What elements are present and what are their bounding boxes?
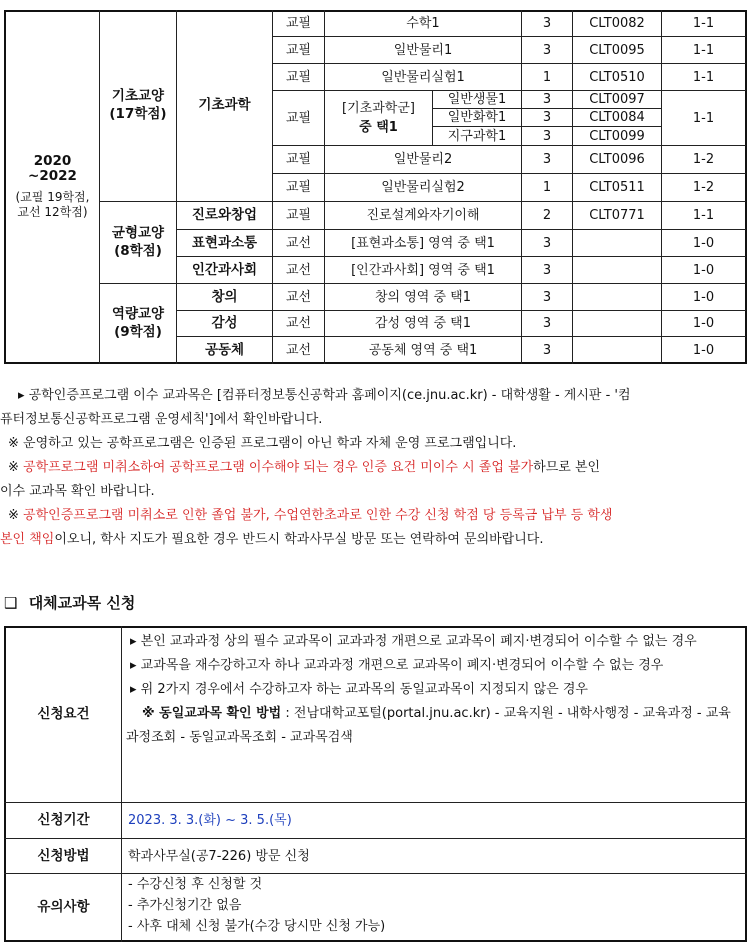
method-label: 신청방법 <box>37 847 90 864</box>
group-credits: (8학점) <box>114 243 162 259</box>
requirement-item: ▸ 교과목을 재수강하고자 하나 교과과정 개편으로 교과목이 폐지·변경되어 이수할 수 없는 경우 <box>130 658 664 673</box>
row-term: 1-1 <box>692 15 715 31</box>
row-subject: 진로설계와자기이해 <box>366 208 480 223</box>
choice-group <box>325 91 432 145</box>
square-bullet-icon: ❑ <box>4 594 18 612</box>
row-code: CLT0095 <box>589 42 645 58</box>
note-text: 이오니, 학사 지도가 필요한 경우 반드시 학과사무실 방문 또는 연락하여 문의바랍니다. <box>54 532 544 547</box>
choice-credit: 3 <box>542 92 552 107</box>
row-subject: 일반물리실험2 <box>381 180 465 195</box>
period-label: 신청기간 <box>37 812 90 828</box>
period-credits-elective: 교선 12학점) <box>17 205 88 219</box>
note-line <box>0 528 749 552</box>
area-community: 공동체 <box>204 341 245 358</box>
curriculum-table <box>4 10 747 364</box>
area-creativity: 창의 <box>211 288 238 305</box>
notes-label: 유의사항 <box>37 898 90 915</box>
requirement-item <box>126 702 741 750</box>
note-line: ※ 운영하고 있는 공학프로그램은 인증된 프로그램이 아닌 학과 자체 운영 프로그램입니다. <box>8 436 517 451</box>
choice-code: CLT0097 <box>589 92 645 107</box>
group-name: 균형교양 <box>111 225 165 241</box>
row-credit: 3 <box>542 316 552 331</box>
note-line: 이수 교과목 확인 바랍니다. <box>0 484 155 499</box>
group-competency <box>100 284 176 363</box>
period-year-end: ~2022 <box>28 168 77 184</box>
row-type: 교필 <box>285 208 312 223</box>
note-line: ▸ 공학인증프로그램 이수 교과목은 [컴퓨터정보통신공학과 홈페이지(ce.jnu.ac.kr) - 대학생활 - 게시판 - '컴 <box>18 388 631 403</box>
row-code: CLT0511 <box>589 180 645 195</box>
row-subject: 수학1 <box>406 15 440 31</box>
requirement-item: ▸ 본인 교과과정 상의 필수 교과목이 교과과정 개편으로 교과목이 폐지·변경되어 이수할 수 없는 경우 <box>130 634 697 649</box>
area-basic-science: 기초과학 <box>198 97 251 113</box>
choice-type: 교필 <box>285 110 312 126</box>
group-credits: (9학점) <box>114 324 162 340</box>
row-subject: 공동체 영역 중 택1 <box>368 342 478 358</box>
row-credit: 3 <box>542 15 552 31</box>
period-cell <box>6 10 99 364</box>
row-code <box>573 284 661 310</box>
row-term: 1-1 <box>692 208 715 223</box>
note-mark: ※ <box>8 508 24 523</box>
group-credits: (17학점) <box>109 106 167 122</box>
notes-block <box>0 384 749 552</box>
area-career: 진로와창업 <box>191 207 258 223</box>
row-term: 1-0 <box>692 289 715 305</box>
note-warning: 공학인증프로그램 미취소로 인한 졸업 불가, 수업연한초과로 인한 수강 신청 학점 당 등록금 납부 등 학생 <box>23 508 613 523</box>
note-mark: ※ <box>8 460 24 475</box>
row-code: CLT0771 <box>589 208 645 223</box>
row-credit: 3 <box>542 289 552 305</box>
notes-content <box>128 874 743 937</box>
row-code: CLT0510 <box>589 69 645 85</box>
group-name: 기초교양 <box>111 88 165 104</box>
row-credit: 3 <box>542 342 552 358</box>
row-type: 교선 <box>285 316 312 331</box>
section-title <box>4 592 135 613</box>
note-text: 하므로 본인 <box>533 460 601 475</box>
requirements-content <box>126 630 741 750</box>
choice-subject: 지구과학1 <box>447 128 507 144</box>
note-warning: 본인 책임 <box>0 532 55 547</box>
method-value: 학과사무실(공7-226) 방문 신청 <box>128 848 310 864</box>
row-term: 1-2 <box>692 180 715 195</box>
row-credit: 3 <box>542 235 552 251</box>
row-term: 1-0 <box>692 342 715 358</box>
row-type: 교선 <box>285 262 312 278</box>
row-code <box>573 337 661 363</box>
group-balanced <box>100 202 176 283</box>
choice-group-name: [기초과학군] <box>342 101 415 116</box>
row-term: 1-0 <box>692 262 715 278</box>
row-subject: 창의 영역 중 택1 <box>374 289 472 305</box>
choice-code: CLT0099 <box>589 128 645 144</box>
section-title-text: 대체교과목 신청 <box>28 594 136 612</box>
period-year-start: 2020 <box>33 153 72 169</box>
row-type: 교필 <box>285 15 312 31</box>
row-type: 교선 <box>285 342 312 358</box>
row-type: 교필 <box>285 180 312 195</box>
row-type: 교필 <box>285 69 312 85</box>
row-subject: [인간과사회] 영역 중 택1 <box>351 262 495 278</box>
row-type: 교필 <box>285 152 312 167</box>
row-subject: 일반물리2 <box>393 152 453 167</box>
requirement-item: ▸ 위 2가지 경우에서 수강하고자 하는 교과목의 동일교과목이 지정되지 않은 경우 <box>130 682 588 697</box>
choice-credit: 3 <box>542 128 552 144</box>
area-emotion: 감성 <box>211 315 238 331</box>
group-basic <box>100 10 176 201</box>
row-subject: 감성 영역 중 택1 <box>374 316 472 331</box>
row-credit: 3 <box>542 152 552 167</box>
choice-subject: 일반화학1 <box>447 110 507 125</box>
group-name: 역량교양 <box>111 306 165 322</box>
row-type: 교선 <box>285 235 312 251</box>
choice-subject: 일반생물1 <box>447 92 507 107</box>
choice-credit: 3 <box>542 110 552 125</box>
row-type: 교필 <box>285 42 312 58</box>
period-value: 2023. 3. 3.(화) ~ 3. 5.(목) <box>128 813 292 828</box>
note-line <box>0 456 749 480</box>
choice-code: CLT0084 <box>589 110 645 125</box>
notes-item: - 추가신청기간 없음 <box>128 898 242 913</box>
row-code: CLT0082 <box>589 15 645 31</box>
requirement-method-path: : 전남대학교포털(portal.jnu.ac.kr) - 교육지원 - 내학사행정 - 교육과정 - 교육과정조회 - 동일교과목조회 - 교과목검색 <box>126 706 731 745</box>
row-code: CLT0096 <box>589 152 645 167</box>
requirements-label: 신청요건 <box>37 705 90 722</box>
row-code <box>573 257 661 283</box>
row-subject: [표현과소통] 영역 중 택1 <box>351 235 495 251</box>
row-term: 1-1 <box>692 42 715 58</box>
substitute-table <box>4 626 747 942</box>
notes-item: - 사후 대체 신청 불가(수강 당시만 신청 가능) <box>128 919 386 934</box>
row-credit: 2 <box>542 208 552 223</box>
row-type: 교선 <box>285 289 312 305</box>
row-code <box>573 230 661 256</box>
row-term: 1-0 <box>692 235 715 251</box>
note-line: 퓨터정보통신공학프로그램 운영세칙']에서 확인바랍니다. <box>0 412 323 427</box>
choice-group-rule: 중 택1 <box>359 120 398 135</box>
row-credit: 3 <box>542 262 552 278</box>
row-credit: 1 <box>542 180 552 195</box>
row-credit: 1 <box>542 69 552 85</box>
row-subject: 일반물리1 <box>393 42 453 58</box>
row-code <box>573 311 661 336</box>
row-subject: 일반물리실험1 <box>381 69 465 85</box>
choice-term: 1-1 <box>692 110 715 126</box>
row-term: 1-2 <box>692 152 715 167</box>
notes-item: - 수강신청 후 신청할 것 <box>128 877 263 892</box>
area-expression: 표현과소통 <box>191 234 258 251</box>
row-term: 1-1 <box>692 69 715 85</box>
period-credits-required: (교필 19학점, <box>15 190 90 204</box>
note-warning: 공학프로그램 미취소하여 공학프로그램 이수해야 되는 경우 인증 요건 미이수 시 졸업 불가 <box>23 460 534 475</box>
row-term: 1-0 <box>692 316 715 331</box>
row-credit: 3 <box>542 42 552 58</box>
requirement-method-label: ※ 동일교과목 확인 방법 <box>142 706 282 721</box>
note-line <box>0 504 749 528</box>
area-humanity: 인간과사회 <box>191 261 258 278</box>
